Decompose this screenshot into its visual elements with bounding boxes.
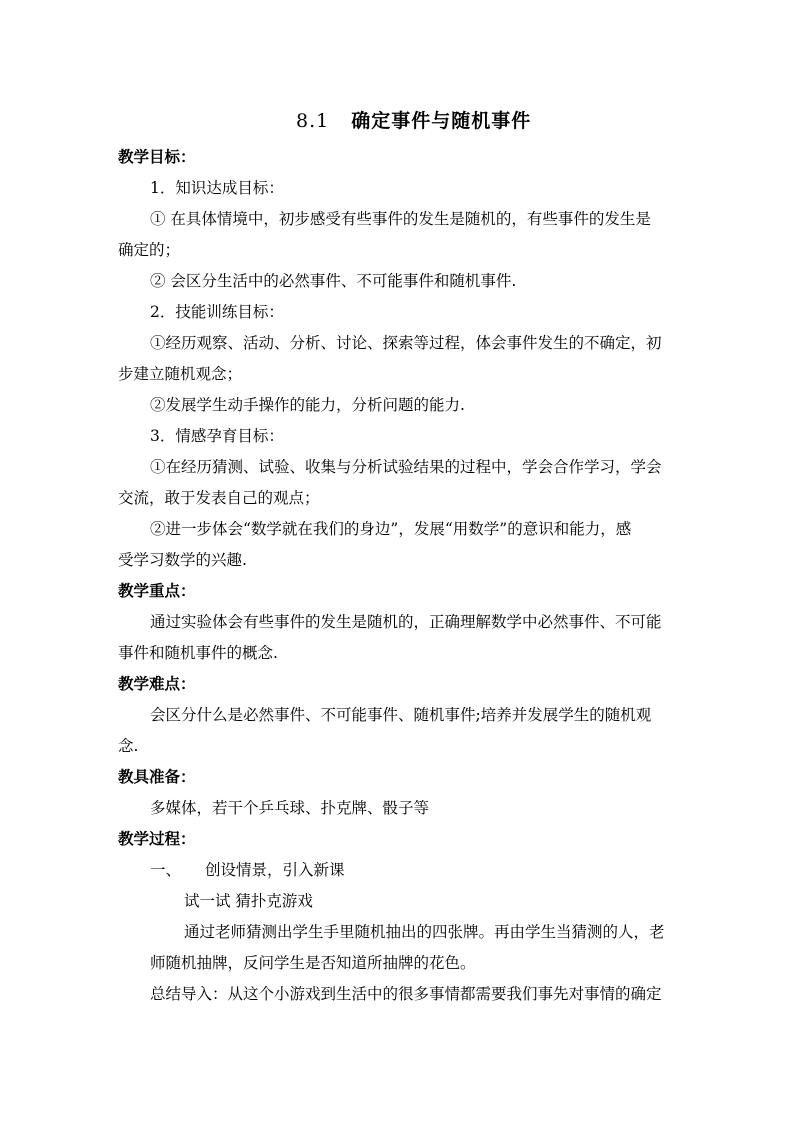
knowledge-goal-1-line2: 确定的； — [118, 241, 181, 259]
tools-heading: 教具准备： — [118, 767, 196, 786]
skill-goal-2: ②发展学生动手操作的能力，分析问题的能力. — [150, 396, 465, 414]
process-paragraph-line2: 师随机抽牌，反问学生是否知道所抽牌的花色。 — [150, 954, 476, 972]
process-paragraph-line1: 通过老师猜测出学生手里随机抽出的四张牌。再由学生当猜测的人，老 — [184, 923, 665, 941]
skill-goal-title: 2．技能训练目标： — [150, 303, 284, 321]
key-points-line2: 事件和随机事件的概念. — [118, 644, 278, 662]
key-points-heading: 教学重点： — [118, 581, 196, 600]
step1-marker: 一、 — [150, 861, 182, 879]
key-points-line1: 通过实验体会有些事件的发生是随机的，正确理解数学中必然事件、不可能 — [150, 613, 662, 631]
difficulties-line2: 念. — [118, 737, 139, 755]
title-text: 确定事件与随机事件 — [351, 110, 532, 132]
section-number: 8.1 — [296, 110, 330, 132]
tools-text: 多媒体，若干个乒乓球、扑克牌、骰子等 — [150, 799, 430, 817]
difficulties-heading: 教学难点： — [118, 674, 196, 693]
emotion-goal-1-line1: ①在经历猜测、试验、收集与分析试验结果的过程中，学会合作学习，学会 — [150, 458, 662, 476]
knowledge-goal-1-line1: ① 在具体情境中，初步感受有些事件的发生是随机的，有些事件的发生是 — [150, 210, 651, 228]
emotion-goal-1-line2: 交流，敢于发表自己的观点； — [118, 489, 320, 507]
summary-line: 总结导入：从这个小游戏到生活中的很多事情都需要我们事先对事情的确定 — [150, 985, 662, 1003]
process-heading: 教学过程： — [118, 829, 196, 848]
step1-text: 创设情景，引入新课 — [205, 861, 345, 879]
page-title — [296, 106, 531, 133]
knowledge-goal-2: ② 会区分生活中的必然事件、不可能事件和随机事件. — [150, 272, 517, 290]
emotion-goal-2-line2: 受学习数学的兴趣. — [118, 551, 247, 569]
emotion-goal-2-line1: ②进一步体会“数学就在我们的身边”，发展“用数学”的意识和能力，感 — [150, 520, 632, 538]
skill-goal-1-line2: 步建立随机观念； — [118, 365, 243, 383]
goals-heading: 教学目标： — [118, 147, 196, 166]
try-game-text: 试一试 猜扑克游戏 — [184, 892, 313, 910]
emotion-goal-title: 3．情感孕育目标： — [150, 427, 284, 445]
knowledge-goal-title: 1．知识达成目标： — [150, 179, 284, 197]
difficulties-line1: 会区分什么是必然事件、不可能事件、随机事件;培养并发展学生的随机观 — [150, 706, 652, 724]
skill-goal-1-line1: ①经历观察、活动、分析、讨论、探索等过程，体会事件发生的不确定，初 — [150, 334, 662, 352]
